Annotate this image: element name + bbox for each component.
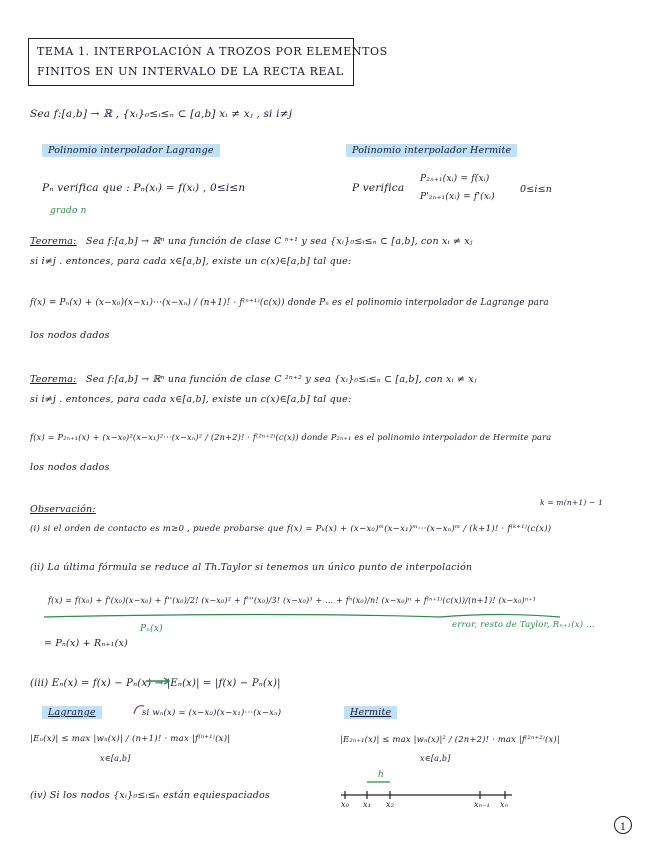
node-label-xn: xₙ — [500, 800, 509, 809]
taylor-sum: = Pₙ(x) + Rₙ₊₁(x) — [44, 638, 128, 649]
taylor-error-brace — [440, 615, 560, 618]
lagrange-error-bound: |Eₙ(x)| ≤ max |wₙ(x)| / (n+1)! · max |f⁽ⁿ⁺¹⁾(x)| — [30, 734, 231, 744]
hermite-error-bound: |E₂ₙ₊₁(x)| ≤ max |wₙ(x)|² / (2n+2)! · max |f⁽²ⁿ⁺²⁾(x)| — [340, 734, 560, 744]
observation-iv: (iv) Si los nodos {xᵢ}₀≤ᵢ≤ₙ están equiespaciados — [30, 790, 270, 801]
node-label-x1: x₁ — [363, 800, 372, 809]
theorem2-formula: f(x) = P₂ₙ₊₁(x) + (x−x₀)²(x−x₁)²···(x−xₙ)² / (2n+2)! · f⁽²ⁿ⁺²⁾(c(x)) donde P₂ₙ₊₁ es el polinomio interpolador de Hermite para — [30, 432, 552, 442]
purple-pointer-arrow — [134, 706, 144, 714]
theorem1-line1: Sea f:[a,b] → ℝⁿ una función de clase C ⁿ⁺¹ y sea {xᵢ}₀≤ᵢ≤ₙ ⊂ [a,b], con xᵢ ≠ xⱼ — [86, 236, 473, 247]
hermite-range: 0≤i≤n — [520, 184, 553, 195]
title-line-2: FINITOS EN UN INTERVALO DE LA RECTA REAL — [37, 65, 344, 78]
lagrange-bound-domain: x∈[a,b] — [100, 754, 131, 763]
observation-annotation: k = m(n+1) − 1 — [540, 498, 604, 507]
theorem1-line2: si i≠j . entonces, para cada x∈[a,b], existe un c(x)∈[a,b] tal que: — [30, 256, 352, 267]
theorem2-line2: si i≠j . entonces, para cada x∈[a,b], existe un c(x)∈[a,b] tal que: — [30, 394, 352, 405]
lagrange-tag: Lagrange — [42, 706, 102, 719]
theorem1-label: Teorema: — [30, 236, 77, 247]
taylor-polynomial-brace — [44, 615, 440, 618]
theorem1-tail: los nodos dados — [30, 330, 110, 341]
lagrange-heading: Polinomio interpolador Lagrange — [42, 144, 220, 157]
page-number: 1 — [619, 822, 627, 833]
hermite-statement: P verifica — [352, 182, 405, 194]
theorem2-label: Teorema: — [30, 374, 77, 385]
hermite-heading: Polinomio interpolador Hermite — [346, 144, 517, 157]
observation-iii: (iii) Eₙ(x) = f(x) − Pₙ(x) → |Eₙ(x)| = |f(x) − Pₙ(x)| — [30, 678, 281, 689]
lagrange-grade-note: grado n — [50, 206, 87, 216]
intro-text: Sea f:[a,b] → ℝ , {xᵢ}₀≤ᵢ≤ₙ ⊂ [a,b] xᵢ ≠ xⱼ , si i≠j — [30, 108, 293, 120]
hermite-cond-2: P'₂ₙ₊₁(xᵢ) = f'(xᵢ) — [420, 192, 495, 202]
lagrange-omega-def: si wₙ(x) = (x−x₀)(x−x₁)···(x−xₙ) — [142, 708, 282, 718]
taylor-formula: f(x) = f(x₀) + f'(x₀)(x−x₀) + f''(x₀)/2! (x−x₀)² + f'''(x₀)/3! (x−x₀)³ + ... + fⁿ(x₀)/n! (x−x₀)ⁿ + f⁽ⁿ⁺¹⁾(c(x))/(n+1)! (x−x₀)ⁿ⁺¹ — [48, 596, 537, 605]
taylor-error-label: error, resto de Taylor, Rₙ₊₁(x) ... — [452, 620, 595, 630]
node-label-x2: x₂ — [386, 800, 395, 809]
theorem2-line1: Sea f:[a,b] → ℝⁿ una función de clase C ²ⁿ⁺² y sea {xᵢ}₀≤ᵢ≤ₙ ⊂ [a,b], con xᵢ ≠ xⱼ — [86, 374, 477, 385]
observation-ii: (ii) La última fórmula se reduce al Th.Taylor si tenemos un único punto de interpolación — [30, 562, 473, 573]
spacing-h-label: h — [378, 770, 384, 780]
node-label-xn-1: xₙ₋₁ — [474, 800, 490, 809]
hermite-cond-1: P₂ₙ₊₁(xᵢ) = f(xᵢ) — [420, 174, 490, 184]
taylor-pn-label: Pₙ(x) — [140, 624, 163, 634]
title-line-1: TEMA 1. INTERPOLACIÓN A TROZOS POR ELEMENTOS — [37, 45, 388, 58]
observation-label: Observación: — [30, 504, 96, 515]
hermite-tag: Hermite — [344, 706, 397, 719]
theorem2-tail: los nodos dados — [30, 462, 110, 473]
node-label-x0: x₀ — [341, 800, 350, 809]
hermite-bound-domain: x∈[a,b] — [420, 754, 451, 763]
lagrange-statement: Pₙ verifica que : Pₙ(xᵢ) = f(xᵢ) , 0≤i≤n — [42, 182, 246, 194]
theorem1-formula: f(x) = Pₙ(x) + (x−x₀)(x−x₁)···(x−xₙ) / (n+1)! · f⁽ⁿ⁺¹⁾(c(x)) donde Pₙ es el polinomio interpolador de Lagrange para — [30, 298, 549, 308]
observation-i: (i) si el orden de contacto es m≥0 , puede probarse que f(x) = Pₖ(x) + (x−x₀)ᵐ(x−x₁)ᵐ···(x−xₙ)ᵐ / (k+1)! · f⁽ᵏ⁺¹⁾(c(x)) — [30, 524, 552, 534]
